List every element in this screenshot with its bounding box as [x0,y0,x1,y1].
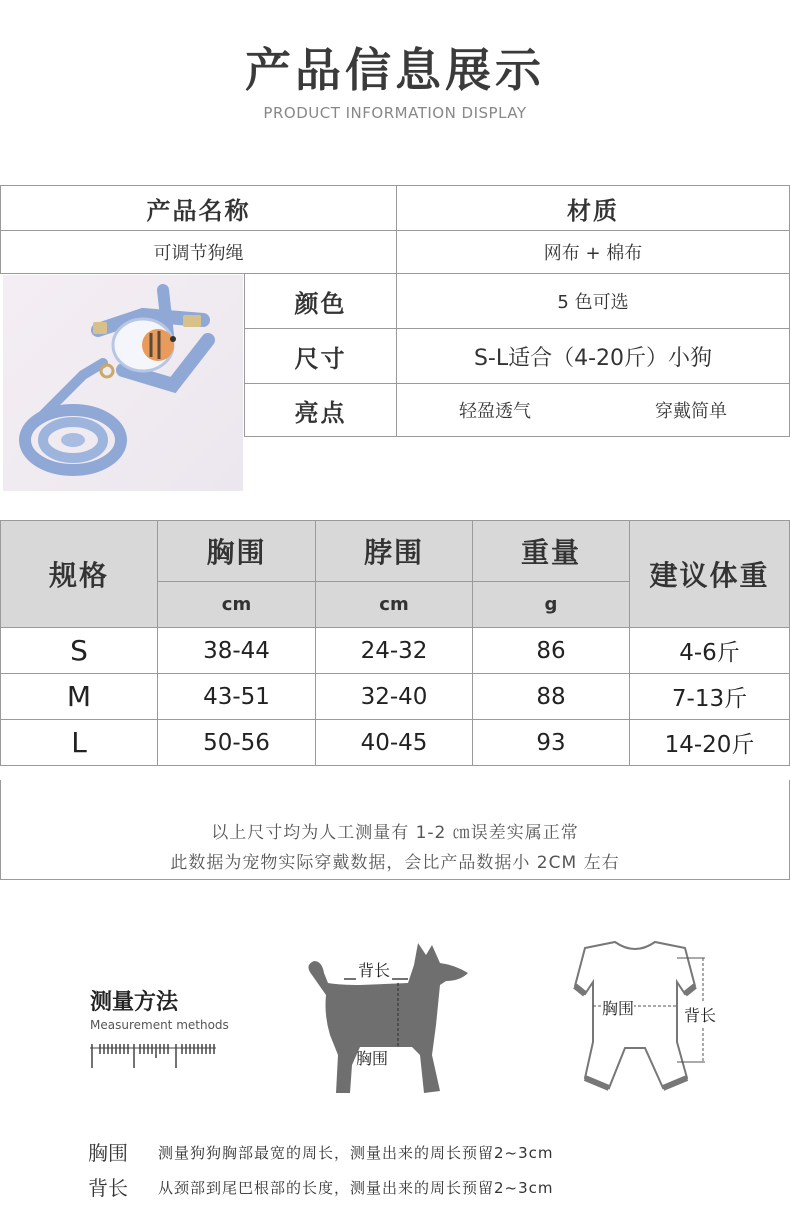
highlight-value-easy-wear: 穿戴简单 [655,401,727,422]
material-value: 网布 + 棉布 [396,230,790,274]
table-cell: 43-51 [157,673,316,720]
product-name-header: 产品名称 [0,185,397,231]
dog-chest-label: 胸围 [356,1049,389,1068]
highlight-label: 亮点 [244,383,397,437]
material-header: 材质 [396,185,790,231]
weight-unit: g [472,581,630,628]
page-subtitle: PRODUCT INFORMATION DISPLAY [263,104,527,122]
chest-description: 测量狗狗胸部最宽的周长，测量出来的周长预留2~3cm [158,1144,554,1162]
size-label-s: S [0,627,158,674]
spec-header: 规格 [0,520,158,628]
back-term: 背长 [88,1176,128,1200]
ruler-icon [90,1040,220,1074]
measurement-subtitle: Measurement methods [90,1018,229,1032]
chest-unit: cm [157,581,316,628]
table-cell: 7-13斤 [629,673,790,720]
chest-header: 胸围 [157,520,316,582]
table-cell: 14-20斤 [629,719,790,766]
dog-back-label: 背长 [356,958,392,981]
measurement-title: 测量方法 [90,990,179,1015]
weight-header: 重量 [472,520,630,582]
table-cell: 38-44 [157,627,316,674]
product-photo [3,275,243,491]
shirt-chest-label: 胸围 [602,996,634,1019]
table-cell: 88 [472,673,630,720]
neck-header: 脖围 [315,520,473,582]
suggest-weight-header: 建议体重 [629,520,790,628]
neck-unit: cm [315,581,473,628]
size-value: S-L适合（4-20斤）小狗 [396,328,790,384]
table-cell: 24-32 [315,627,473,674]
page-title: 产品信息展示 [245,43,545,97]
size-label: 尺寸 [244,328,397,384]
harness-illustration-icon [3,275,243,491]
color-value: 5 色可选 [396,273,790,329]
chest-term: 胸围 [88,1141,128,1165]
highlight-cell [396,383,790,437]
size-label-m: M [0,673,158,720]
note-line-2: 此数据为宠物实际穿戴数据，会比产品数据小 2CM 左右 [170,853,620,873]
back-description: 从颈部到尾巴根部的长度，测量出来的周长预留2~3cm [158,1179,554,1197]
color-label: 颜色 [244,273,397,329]
table-cell: 40-45 [315,719,473,766]
table-cell: 93 [472,719,630,766]
table-cell: 4-6斤 [629,627,790,674]
highlight-value-breathable: 轻盈透气 [459,401,531,422]
table-cell: 86 [472,627,630,674]
product-name-value: 可调节狗绳 [0,230,397,274]
table-cell: 32-40 [315,673,473,720]
size-label-l: L [0,719,158,766]
table-cell: 50-56 [157,719,316,766]
note-line-1: 以上尺寸均为人工测量有 1-2 ㎝误差实属正常 [211,823,579,843]
shirt-back-label: 背长 [684,1003,716,1026]
